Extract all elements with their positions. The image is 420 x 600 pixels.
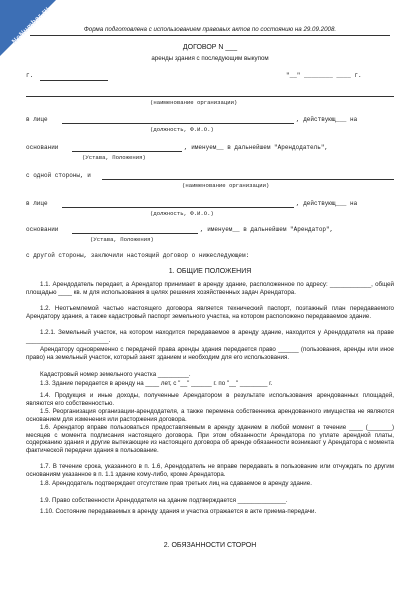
clause-1-2-1: 1.2.1. Земельный участок, на котором находится передаваемое в аренду здание, находится у Арендодателя на праве ________________________. <box>26 329 394 344</box>
city-line <box>40 80 108 81</box>
party2-charter-hint: (Устава, Положения) <box>90 236 154 243</box>
watermark-text: NoNumber.ru <box>10 5 52 46</box>
date-line: "__" ________ ____ г. <box>286 72 362 79</box>
party1-org-line <box>26 96 394 97</box>
clause-1-4: 1.4. Продукция и иные доходы, полученные Арендатором в результате использования арендованных площадей, являются его собственностью. <box>26 392 394 407</box>
party1-face-label: в лице <box>26 116 48 123</box>
party1-charter-hint: (Устава, Положения) <box>82 154 146 161</box>
party1-face-line <box>62 123 294 124</box>
clause-1-8: 1.8. Арендодатель подтверждает отсутствие прав третьих лиц на сдаваемое в аренду здание. <box>40 480 312 487</box>
city-prefix: г. <box>26 72 34 79</box>
section1-title: 1. ОБЩИЕ ПОЛОЖЕНИЯ <box>168 268 252 275</box>
cadastral-number: Кадастровый номер земельного участка _________. <box>40 371 191 378</box>
party2-side-label: с одной стороны, и <box>26 172 91 179</box>
party1-org-hint: (наименование организации) <box>150 99 238 106</box>
party1-basis-line <box>72 151 182 152</box>
party2-org-line <box>102 179 394 180</box>
party2-acting-label: , действующ___ на <box>296 200 358 207</box>
clause-1-3: 1.3. Здание передается в аренду на ____ лет, с "__" ______ г. по "__" ________ г. <box>40 380 273 387</box>
header-note: Форма подготовлена с использованием правовых актов по состоянию на 29.09.2008. <box>30 26 390 36</box>
party1-basis-label: основании <box>26 144 59 151</box>
clause-1-6: 1.6. Арендатор вправе пользоваться предоставляемым в аренду зданием в любой момент в течение ____ (_______) месяцев с момента подписания настоящего договора. При этом обязанности Арендатора по уплате арендной платы, содержанию здания и другие вытекающие из настоящего договора об аренде обязанности возникают у Арендатора с момента фактической передачи здания в пользование. <box>26 424 394 454</box>
clause-1-10: 1.10. Состояние передаваемых в аренду здания и участка отражается в акте приема-передачи. <box>40 508 317 515</box>
party2-face-line <box>62 207 294 208</box>
clause-1-2: 1.2. Неотъемлемой частью настоящего договора является технический паспорт, поэтажный план передаваемого Арендатору здания, а также кадастровый паспорт земельного участка, на котором расположено передаваемое здание. <box>26 305 394 320</box>
other-side-text: с другой стороны, заключили настоящий договор о нижеследующем: <box>26 252 250 259</box>
party2-basis-line <box>72 233 198 234</box>
clause-1-2-1-b: Арендатору одновременно с передачей права аренды здания передается право ______ (пользования, аренды или иное право) на земельный участок, который занят зданием и необходим для его использования. <box>26 346 394 361</box>
party2-face-label: в лице <box>26 200 48 207</box>
section2-title: 2. ОБЯЗАННОСТИ СТОРОН <box>163 542 257 549</box>
document-subtitle: аренды здания с последующим выкупом <box>151 55 269 62</box>
party1-position-hint: (должность, Ф.И.О.) <box>150 126 214 133</box>
party2-org-hint: (наименование организации) <box>182 182 270 189</box>
clause-1-7: 1.7. В течение срока, указанного в п. 1.6, Арендодатель не вправе передавать в пользование или отчуждать по другим основаниям указанное в п. 1.1 здание кому-либо, кроме Арендатора. <box>26 463 394 478</box>
party2-named-label: , именуем__ в дальнейшем "Арендатор", <box>200 226 334 233</box>
document-title: ДОГОВОР N ___ <box>182 44 238 51</box>
party1-named-label: , именуем__ в дальнейшем "Арендодатель", <box>184 144 329 151</box>
party1-acting-label: , действующ___ на <box>296 116 358 123</box>
clause-1-1: 1.1. Арендодатель передает, а Арендатор принимает в аренду здание, расположенное по адресу: ____________, общей площадью ____ кв. м для использования в целях решения хозяйственных задач Арендатора. <box>26 281 394 296</box>
clause-1-9: 1.9. Право собственности Арендодателя на здание подтверждается ______________. <box>40 497 288 504</box>
party2-position-hint: (должность, Ф.И.О.) <box>150 210 214 217</box>
party2-basis-label: основании <box>26 226 59 233</box>
clause-1-5: 1.5. Реорганизация организации-арендодателя, а также перемена собственника арендованного имущества не являются основанием для изменения или расторжения договора. <box>26 408 394 423</box>
